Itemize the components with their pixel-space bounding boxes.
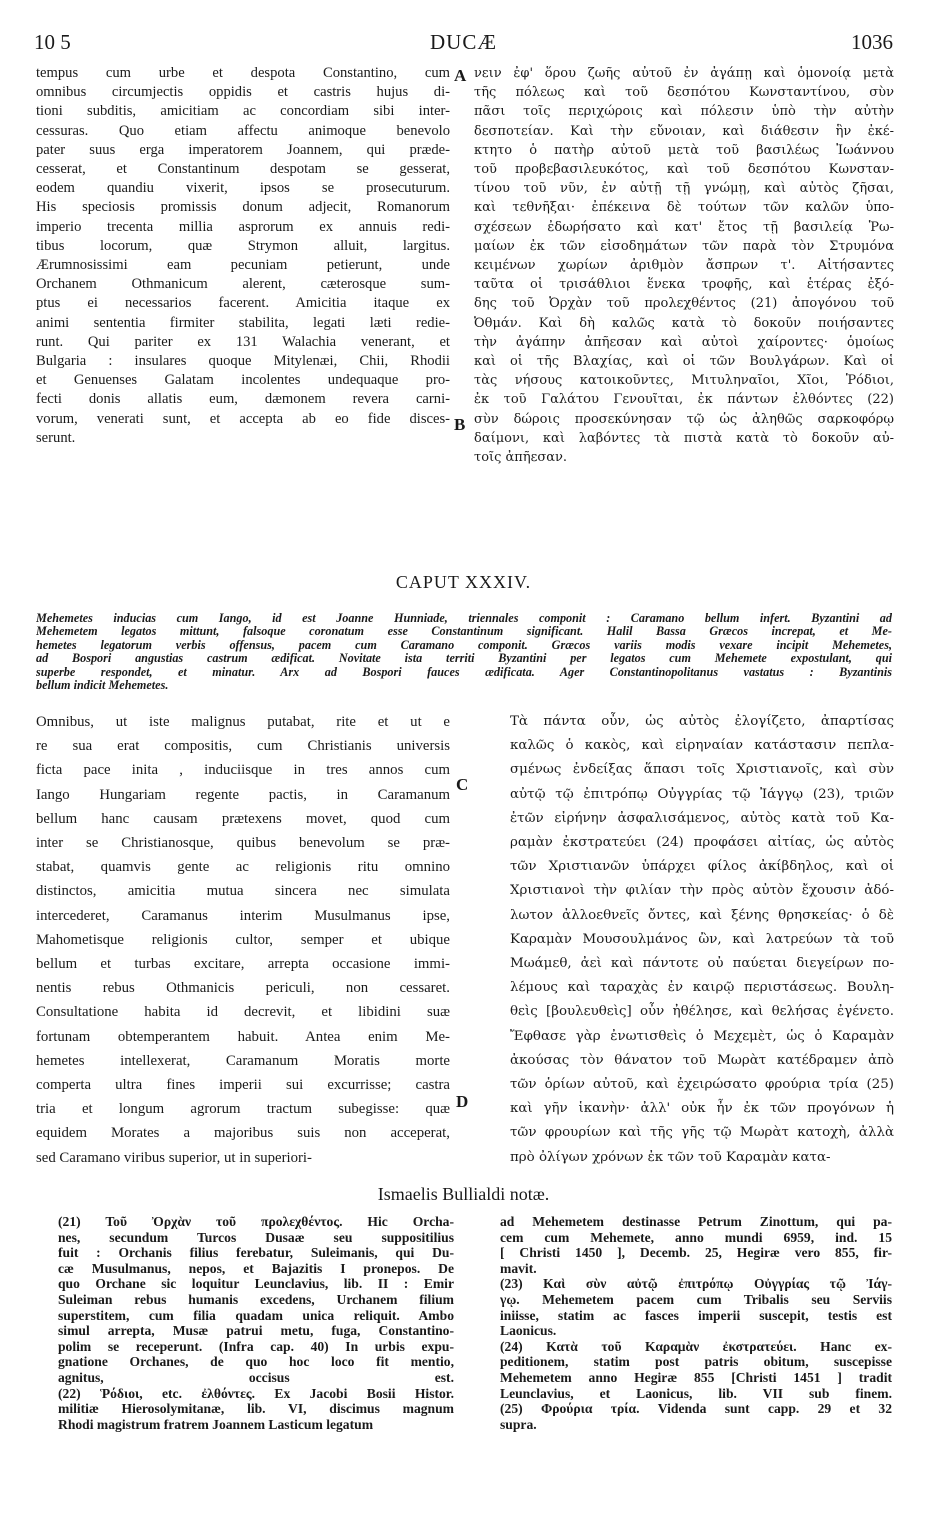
text-line: τοῦ προβεβασιλευκότος, καὶ τοῦ δεσπότου Κωνσταν- bbox=[474, 162, 894, 178]
notes-left-column bbox=[58, 1214, 454, 1432]
text-line: Iango Hungariam regente pactis, in Caramanum bbox=[36, 786, 450, 803]
text-line: Omnibus, ut iste malignus putabat, rite et ut e bbox=[36, 714, 450, 730]
text-line: Mahometisque religionis cultor, semper et ubique bbox=[36, 931, 450, 948]
text-line: μαίων ἐκ τῶν εἰσοδημάτων τῶν παρὰ τὸν Στρυμόνα bbox=[474, 238, 894, 254]
text-line: τίνου τοῦ νῦν, ἐν αὐτῇ τῇ γνώμῃ, καὶ αὐτὸς ζῆσαι, bbox=[474, 181, 894, 197]
notes-right-column bbox=[500, 1214, 892, 1432]
text-line: ficta pace inita , induciisque in tres annos cum bbox=[36, 762, 450, 779]
note-line: militiæ Hierosolymitanæ, lib. VI, discimus magnum bbox=[58, 1401, 454, 1417]
text-line: σὺν δώροις προσεκύνησαν τῷ ὡς ἀληθῶς σαρκοφόρῳ bbox=[474, 411, 894, 427]
left-column-number: 10 5 bbox=[34, 30, 71, 54]
note-line: Laonicus. bbox=[500, 1323, 557, 1339]
text-line: πᾶσι τοῖς περιχώροις καὶ πόλεσιν ὑπὸ τὴν αὐτὴν bbox=[474, 104, 894, 120]
text-line: tria et longum agrorum tractum subegisse: quæ bbox=[36, 1101, 450, 1118]
note-line: peditionem, statim post patris obitum, suscepisse bbox=[500, 1354, 892, 1370]
text-line: cesserat, et Constantinum despotam se gesserat, bbox=[36, 161, 450, 178]
text-line: bellum et turbas excitare, arrepta occasione immi- bbox=[36, 956, 450, 973]
summary-line: ad Bospori angustias castrum ædificat. Novitate ista territi Byzantini per legatos cum Mehemete expostulant, qui bbox=[36, 652, 892, 666]
text-line: σχέσεων ἐδωρήσατο καὶ κατ' ἔτος τῇ βασιλείᾳ Ῥω- bbox=[474, 219, 894, 235]
note-line: Mehemetem anno Hegiræ 855 [Christi 1451 ] tradit bbox=[500, 1369, 892, 1385]
note-line: simul arrepta, Musæ patrui metu, fuga, Constantino- bbox=[58, 1323, 454, 1339]
text-line: κειμένων χωρίων ἀριθμὸν ἄσπρων τ'. Αἰτήσαντες bbox=[474, 258, 894, 274]
note-line: γῳ. Mehemetem pacem cum Tribalis seu Serviis bbox=[500, 1291, 892, 1307]
summary-line: Mehemetem legatos mittunt, falsoque coronatum esse Constantinum significant. Halil Bassa Græcos increpat, et Me- bbox=[36, 625, 892, 639]
text-line: nentis rebus Othmanicis periculi, non cessaret. bbox=[36, 980, 450, 997]
text-line: νειν ἐφ' ὅρου ζωῆς αὐτοῦ ἐν ἀγάπῃ καὶ ὁμονοίᾳ μετὰ bbox=[474, 66, 894, 81]
running-header bbox=[34, 30, 893, 56]
top-latin-column bbox=[36, 64, 450, 448]
note-line: (21) Τοῦ Ὀρχὰν τοῦ προλεχθέντος. Hic Orcha- bbox=[58, 1214, 454, 1229]
text-line: αὐτῷ τῷ ἐπιτρόπῳ Οὐγγρίας τῷ Ἰάγγῳ (23), τριῶν bbox=[510, 786, 894, 802]
top-greek-column bbox=[474, 64, 894, 467]
text-line: inter se Christianosque, quibus benevolum se præ- bbox=[36, 835, 450, 852]
note-line: (24) Κατὰ τοῦ Καραμὰν ἐκστρατεύει. Hanc ex- bbox=[500, 1338, 892, 1354]
text-line: δεσποτείαν. Καὶ τὴν εὔνοιαν, καὶ διάθεσιν ἣν ἐκέ- bbox=[474, 123, 894, 139]
text-line: τῶν ὁρίων αὐτοῦ, καὶ ἐχειρώσατο φρούρια τρία (25) bbox=[510, 1077, 894, 1093]
text-line: fecti donis allatis eum, dæmonem revera carni- bbox=[36, 391, 450, 408]
text-line: Τὰ πάντα οὖν, ὡς αὐτὸς ἐλογίζετο, ἀπαρτίσας bbox=[510, 714, 894, 729]
text-line: ptus ei necessarios facerent. Amicitia itaque ex bbox=[36, 295, 450, 312]
text-line: equidem Morates a majoribus suis non acceperat, bbox=[36, 1125, 450, 1142]
text-line: δης τοῦ Ὀρχὰν τοῦ προλεχθέντος (21) ἀπογόνου τοῦ bbox=[474, 296, 894, 312]
summary-line: superbe respondet, et minatur. Arx ad Bospori fauces ædificata. Ager Constantinopolitanus vastatus : Byzantinis bbox=[36, 665, 892, 679]
text-line: τὴν ἀγάπην ἀπῆεσαν καὶ αὐτοὶ χαίροντες· ὁμοίως bbox=[474, 334, 894, 350]
text-line: καὶ τεθνῆξαι· ἐπέκεινα δὲ τούτων τῶν καλῶν ὑπο- bbox=[474, 200, 894, 216]
text-line: θεὶς [βουλευθεὶς] οὖν ἠθέλησε, καὶ θελήσας ἐγένετο. bbox=[510, 1004, 894, 1020]
text-line: serunt. bbox=[36, 429, 76, 446]
text-line: et Genuenses Galatam incolentes undequaque pro- bbox=[36, 372, 450, 389]
text-line: pater suus erga imperatorem Joannem, qui præde- bbox=[36, 141, 450, 158]
note-line: polim se receperunt. (Infra cap. 40) In urbis expu- bbox=[58, 1338, 454, 1354]
note-line: Leunclavius, et Laonicus, lib. VII sub finem. bbox=[500, 1385, 892, 1401]
text-line: τῶν Χριστιανῶν ὑπάρχει φίλος ἀκίβδηλος, καὶ οἱ bbox=[510, 859, 894, 875]
summary-line: bellum indicit Mehemetes. bbox=[36, 679, 169, 693]
text-line: δαίμονι, καὶ λαβόντες τὰ πιστὰ κατὰ τὸ δοκοῦν αὐ- bbox=[474, 430, 894, 446]
text-line: Consultatione habita id decrevit, et libidini suæ bbox=[36, 1004, 450, 1021]
text-line: Ὀθμάν. Καὶ δὴ καλῶς κατὰ τὸ δοκοῦν ποιήσαντες bbox=[474, 315, 894, 331]
right-column-number: 1036 bbox=[851, 30, 893, 54]
note-line: (22) Ῥόδιοι, etc. ἐλθόντες. Ex Jacobi Bosii Histor. bbox=[58, 1385, 454, 1401]
text-line: distinctos, amicitia mutua sincera nec simulata bbox=[36, 883, 450, 900]
note-line: ad Mehemetem destinasse Petrum Zinottum, qui pa- bbox=[500, 1214, 892, 1229]
text-line: πρὸ ὀλίγων χρόνων ἐκ τῶν τοῦ Καραμὰν κατα- bbox=[510, 1149, 831, 1165]
note-line: cæ Musulmanus, nepos, et Bajazitis I pronepos. De bbox=[58, 1260, 454, 1276]
text-line: λωτον ἀλλοεθνεῖς ὄντες, καὶ ξένης θρησκείας· ὁ δὲ bbox=[510, 907, 894, 923]
text-line: re sua erat compositis, cum Christianis universis bbox=[36, 738, 450, 755]
note-line: iniisse, statim ac fasces imperii suscepit, testis est bbox=[500, 1307, 892, 1323]
text-line: τοῖς ἀπῆεσαν. bbox=[474, 450, 568, 466]
text-line: bellum hanc causam prætexens movet, quod cum bbox=[36, 810, 450, 827]
text-line: καὶ οἱ τῆς Βλαχίας, καὶ οἱ τῶν Βουλγάρων. Καὶ οἱ bbox=[474, 354, 894, 370]
note-line: Suleiman rebus humanis excedens, Urchanem filium bbox=[58, 1291, 454, 1307]
summary-line: Mehemetes inducias cum Iango, id est Joanne Hunniade, triennales componit : Caramano bellum infert. Byzantini ad bbox=[36, 612, 892, 625]
text-line: λέμους καὶ ταραχὰς ἐν καιρῷ περιστάσεως. Βουλη- bbox=[510, 980, 894, 996]
text-line: καλῶς ὁ κακὸς, καὶ εἰρηναίαν κατάστασιν πεπλα- bbox=[510, 738, 894, 754]
text-line: imperio trecenta millia asprorum ex annuis redi- bbox=[36, 218, 450, 235]
note-line: agnitus, occisus est. bbox=[58, 1369, 454, 1385]
margin-marker-a: A bbox=[454, 66, 467, 85]
note-line: [ Christi 1450 ], Decemb. 25, Hegiræ vero 855, fir- bbox=[500, 1245, 892, 1261]
note-line: nes, secundum Turcos Dusaæ seu suppositilius bbox=[58, 1229, 454, 1245]
chapter-summary bbox=[36, 612, 892, 692]
text-line: comperta ultra fines imperii sui excurrisse; castra bbox=[36, 1077, 450, 1094]
text-line: Μωάμεθ, ἀεὶ καὶ πάντοτε οὐ παύεται διεγείρων πο- bbox=[510, 956, 894, 972]
chapter-heading: CAPUT XXXIV. bbox=[395, 572, 532, 592]
text-line: τῆς πόλεως καὶ τοῦ δεσπότου Κωνσταντίνου, σὺν bbox=[474, 85, 894, 101]
text-line: stabat, quamvis gente ac religionis ritu omnino bbox=[36, 859, 450, 876]
text-line: Χριστιανοὶ τὴν φιλίαν τὴν πρὸς αὐτὸν ἔχουσιν ἀδό- bbox=[510, 883, 894, 899]
note-line: cem cum Mehemete, anno mundi 6959, ind. 15 bbox=[500, 1229, 892, 1245]
text-line: vorum, venerati sunt, et accepta ab eo fide disces- bbox=[36, 410, 450, 427]
note-line: supra. bbox=[500, 1416, 537, 1432]
text-line: Orchanem Othmanicum alerent, cæterosque sum- bbox=[36, 276, 450, 293]
text-line: ἀκούσας τὸν θάνατον τοῦ Μωρὰτ κατέδραμεν ἀπὸ bbox=[510, 1052, 894, 1068]
text-line: καὶ γῆν ἱκανὴν· ἀλλ' οὐκ ἦν ἐκ τῶν προγόνων ἡ bbox=[510, 1101, 894, 1117]
text-line: κτητο ὁ πατὴρ αὐτοῦ μετὰ τοῦ βασιλέως Ἰωάννου bbox=[474, 142, 894, 158]
note-line: superstitem, cum filia quadam unica reliquit. Ambo bbox=[58, 1307, 454, 1323]
text-line: ἐκ τοῦ Γαλάτου Γενουῖται, ἐκ πάντων ἐλθόντες (22) bbox=[474, 392, 894, 408]
margin-marker-b: B bbox=[454, 415, 466, 434]
text-line: tioni subditis, amicitiam ac concordiam sibi inter- bbox=[36, 103, 450, 120]
text-line: τὰς νήσους κατοικοῦντες, Μιτυληναῖοι, Χῖοι, Ῥόδιοι, bbox=[474, 373, 894, 389]
text-line: Ἔφθασε γὰρ ἐνωτισθεὶς ὁ Μεχεμὲτ, ὡς ὁ Καραμὰν bbox=[510, 1028, 894, 1044]
text-line: τῶν φρουρίων καὶ τῆς γῆς τῷ Μωρὰτ κατοχὴ, ἀλλὰ bbox=[510, 1125, 894, 1141]
text-line: omnibus circumjectis oppidis et castris hujus di- bbox=[36, 84, 450, 101]
text-line: cessuras. Quo etiam affectu animoque benevolo bbox=[36, 122, 450, 139]
text-line: sed Caramano viribus superior, ut in superiori- bbox=[36, 1149, 312, 1166]
note-line: fuit : Orchanis filius ferebatur, Suleimanis, qui Du- bbox=[58, 1245, 454, 1261]
text-line: eodem quandiu vixerit, ipsos se prosecuturum. bbox=[36, 180, 450, 197]
text-line: tibus locorum, quæ Strymon alluit, largitus. bbox=[36, 237, 450, 254]
note-line: (23) Καὶ σὺν αὐτῷ ἐπιτρόπῳ Οὐγγρίας τῷ Ἰάγ- bbox=[500, 1276, 892, 1292]
note-line: gnatione Orchanes, de quo hoc loco fit mentio, bbox=[58, 1354, 454, 1370]
text-line: intercederet, Caramanus interim Musulmanus ipse, bbox=[36, 907, 450, 924]
text-line: ραμὰν ἐκστρατεύει (24) προφάσει αἰτίας, ὡς αὐτὸς bbox=[510, 835, 894, 851]
note-line: quo Orchane sic loquitur Leunclavius, lib. II : Emir bbox=[58, 1276, 454, 1292]
note-line: (25) Φρούρια τρία. Videnda sunt capp. 29 et 32 bbox=[500, 1401, 892, 1417]
text-line: σμένως ἐνδείξας ἅπασι τοῖς Χριστιανοῖς, καὶ σὺν bbox=[510, 762, 894, 778]
margin-marker-c: C bbox=[456, 775, 469, 794]
note-line: mavit. bbox=[500, 1260, 537, 1276]
text-line: runt. Qui pariter ex 131 Walachia venerant, et bbox=[36, 333, 450, 350]
text-line: animi sententia firmiter stabilita, legati læti redie- bbox=[36, 314, 450, 331]
running-title: DUCÆ bbox=[429, 30, 497, 54]
text-line: fortunam obtemperantem habuit. Antea enim Me- bbox=[36, 1028, 450, 1045]
margin-marker-d: D bbox=[456, 1092, 469, 1111]
main-greek-column bbox=[510, 710, 894, 1170]
text-line: Ærumnosissimi eam pecuniam petierunt, unde bbox=[36, 257, 450, 274]
main-latin-column bbox=[36, 710, 450, 1170]
text-line: hemetes intellexerat, Caramanum Moratis morte bbox=[36, 1052, 450, 1069]
text-line: tempus cum urbe et despota Constantino, cum bbox=[36, 65, 450, 81]
text-line: Bulgaria : insulares quoque Mitylenæi, Chii, Rhodii bbox=[36, 353, 450, 370]
summary-line: hemetes legatorum verbis offensus, pacem cum Caramano componit. Græcos variis modis vexare incipit Mehemetes, bbox=[36, 638, 892, 652]
text-line: His speciosis promissis donum adjecit, Romanorum bbox=[36, 199, 450, 216]
text-line: Καραμὰν Μουσουλμάνος ὢν, καὶ λατρεύων τὰ τοῦ bbox=[510, 931, 894, 947]
notes-heading: Ismaelis Bullialdi notæ. bbox=[377, 1184, 550, 1204]
note-line: Rhodi magistrum fratrem Joannem Lasticum legatum bbox=[58, 1416, 374, 1432]
text-line: ταῦτα οἱ τρισάθλιοι ἕνεκα τροφῆς, καὶ ἑτέρας ἐξό- bbox=[474, 277, 894, 293]
text-line: ἐτῶν εἰρήνην ἀσφαλισάμενος, αὐτὸς κατὰ τοῦ Κα- bbox=[510, 810, 894, 826]
